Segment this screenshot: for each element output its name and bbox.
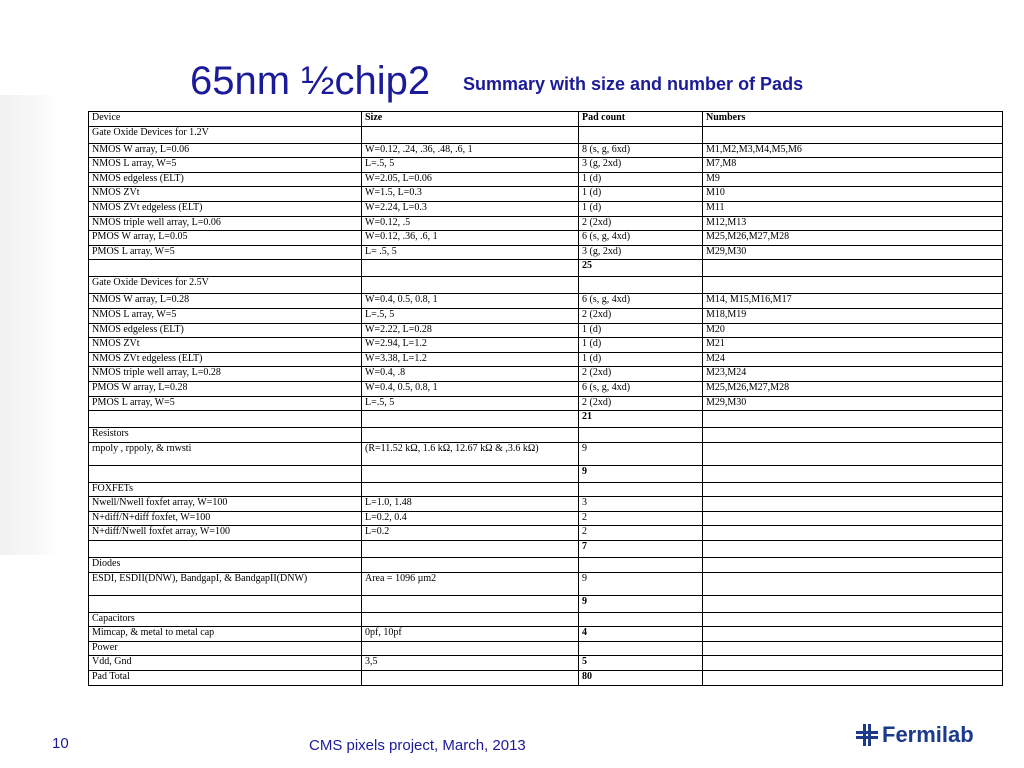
cell-pad-count: 2 (2xd)	[579, 367, 703, 382]
table-row	[89, 627, 1003, 642]
cell-pad-count: 3 (g, 2xd)	[579, 158, 703, 173]
cell-pad-count: 2 (2xd)	[579, 396, 703, 411]
cell-size: L=0.2	[362, 526, 579, 541]
logo-text: Fermilab	[882, 722, 974, 747]
cell-pad-count	[579, 482, 703, 497]
cell-device: NMOS edgeless (ELT)	[89, 172, 362, 187]
cell-device: Diodes	[89, 558, 362, 573]
cell-size: W=2.94, L=1.2	[362, 338, 579, 353]
cell-numbers: M18,M19	[703, 308, 1003, 323]
cell-pad-count: 9	[579, 442, 703, 465]
cell-size	[362, 612, 579, 627]
header-numbers: Numbers	[703, 112, 1003, 127]
cell-numbers: M24	[703, 352, 1003, 367]
cell-numbers: M14, M15,M16,M17	[703, 294, 1003, 309]
cell-pad-count: 2	[579, 526, 703, 541]
cell-numbers	[703, 442, 1003, 465]
header-size: Size	[362, 112, 579, 127]
cell-device: NMOS L array, W=5	[89, 308, 362, 323]
cell-numbers: M29,M30	[703, 396, 1003, 411]
table-row	[89, 671, 1003, 686]
table-row	[89, 411, 1003, 428]
cell-numbers: M11	[703, 201, 1003, 216]
cell-numbers	[703, 428, 1003, 443]
cell-device: Power	[89, 641, 362, 656]
cell-pad-count: 2	[579, 511, 703, 526]
table-row	[89, 511, 1003, 526]
cell-pad-count: 9	[579, 572, 703, 595]
cell-size: L=1.0, 1.48	[362, 497, 579, 512]
cell-size	[362, 558, 579, 573]
cell-device: NMOS ZVt edgeless (ELT)	[89, 201, 362, 216]
table-row	[89, 656, 1003, 671]
cell-size	[362, 428, 579, 443]
cell-numbers	[703, 511, 1003, 526]
cell-device	[89, 541, 362, 558]
cell-size: W=0.4, 0.5, 0.8, 1	[362, 381, 579, 396]
header-device: Device	[89, 112, 362, 127]
cell-device: NMOS triple well array, L=0.28	[89, 367, 362, 382]
background-shade	[0, 95, 60, 555]
cell-size	[362, 595, 579, 612]
cell-numbers	[703, 627, 1003, 642]
cell-numbers: M29,M30	[703, 245, 1003, 260]
cell-numbers: M1,M2,M3,M4,M5,M6	[703, 143, 1003, 158]
cell-numbers	[703, 465, 1003, 482]
header-pad-count: Pad count	[579, 112, 703, 127]
cell-device: Vdd, Gnd	[89, 656, 362, 671]
table-row	[89, 558, 1003, 573]
cell-device: NMOS W array, L=0.06	[89, 143, 362, 158]
cell-device: N+diff/Nwell foxfet array, W=100	[89, 526, 362, 541]
cell-size: L=.5, 5	[362, 308, 579, 323]
cell-numbers: M7,M8	[703, 158, 1003, 173]
cell-size	[362, 541, 579, 558]
cell-numbers	[703, 482, 1003, 497]
cell-device: NMOS ZVt	[89, 187, 362, 202]
cell-device: NMOS W array, L=0.28	[89, 294, 362, 309]
cell-device: Gate Oxide Devices for 1.2V	[89, 126, 362, 143]
cell-pad-count: 21	[579, 411, 703, 428]
cell-size	[362, 671, 579, 686]
table-row	[89, 245, 1003, 260]
cell-numbers	[703, 277, 1003, 294]
cell-size: (R=11.52 kΩ, 1.6 kΩ, 12.67 kΩ & ,3.6 kΩ)	[362, 442, 579, 465]
cell-pad-count: 1 (d)	[579, 352, 703, 367]
table-row	[89, 595, 1003, 612]
cell-device: Capacitors	[89, 612, 362, 627]
cell-size: Area = 1096 µm2	[362, 572, 579, 595]
cell-device: Gate Oxide Devices for 2.5V	[89, 277, 362, 294]
cell-pad-count: 3	[579, 497, 703, 512]
cell-pad-count: 80	[579, 671, 703, 686]
cell-pad-count: 9	[579, 595, 703, 612]
cell-pad-count: 25	[579, 260, 703, 277]
cell-size: L=0.2, 0.4	[362, 511, 579, 526]
cell-pad-count: 6 (s, g, 4xd)	[579, 381, 703, 396]
slide-subtitle: Summary with size and number of Pads	[463, 74, 804, 94]
cell-numbers: M25,M26,M27,M28	[703, 381, 1003, 396]
cell-size	[362, 411, 579, 428]
cell-pad-count	[579, 126, 703, 143]
cell-numbers	[703, 541, 1003, 558]
cell-size	[362, 277, 579, 294]
cell-size: L= .5, 5	[362, 245, 579, 260]
cell-size: W=0.4, 0.5, 0.8, 1	[362, 294, 579, 309]
cell-size: 0pf, 10pf	[362, 627, 579, 642]
slide-title: 65nm ½chip2	[190, 59, 431, 103]
cell-numbers	[703, 641, 1003, 656]
cell-pad-count: 7	[579, 541, 703, 558]
cell-size: W=0.12, .36, .6, 1	[362, 231, 579, 246]
cell-numbers: M20	[703, 323, 1003, 338]
cell-numbers: M12,M13	[703, 216, 1003, 231]
cell-device: NMOS ZVt edgeless (ELT)	[89, 352, 362, 367]
cell-numbers	[703, 260, 1003, 277]
cell-numbers: M21	[703, 338, 1003, 353]
cell-pad-count: 9	[579, 465, 703, 482]
table-row	[89, 277, 1003, 294]
cell-size	[362, 482, 579, 497]
cell-size: W=0.4, .8	[362, 367, 579, 382]
cell-device: ESDI, ESDII(DNW), BandgapI, & BandgapII(DNW)	[89, 572, 362, 595]
cell-size: W=2.22, L=0.28	[362, 323, 579, 338]
cell-numbers	[703, 612, 1003, 627]
cell-pad-count	[579, 612, 703, 627]
cell-pad-count	[579, 428, 703, 443]
cell-size: W=0.12, .24, .36, .48, .6, 1	[362, 143, 579, 158]
table-row	[89, 612, 1003, 627]
cell-device: Nwell/Nwell foxfet array, W=100	[89, 497, 362, 512]
table-row	[89, 367, 1003, 382]
cell-size: L=.5, 5	[362, 158, 579, 173]
table-row	[89, 187, 1003, 202]
cell-device	[89, 465, 362, 482]
cell-size	[362, 260, 579, 277]
cell-device	[89, 595, 362, 612]
table-row	[89, 172, 1003, 187]
cell-size: W=3.38, L=1.2	[362, 352, 579, 367]
cell-pad-count: 4	[579, 627, 703, 642]
footer-text: CMS pixels project, March, 2013	[309, 737, 526, 754]
table-row	[89, 308, 1003, 323]
fermilab-logo-icon	[856, 724, 878, 746]
table-row	[89, 497, 1003, 512]
cell-device: PMOS L array, W=5	[89, 245, 362, 260]
cell-pad-count: 3 (g, 2xd)	[579, 245, 703, 260]
cell-numbers: M25,M26,M27,M28	[703, 231, 1003, 246]
table-row	[89, 260, 1003, 277]
cell-device	[89, 260, 362, 277]
cell-size: W=1.5, L=0.3	[362, 187, 579, 202]
fermilab-logo	[856, 722, 974, 748]
cell-pad-count	[579, 558, 703, 573]
cell-device: NMOS edgeless (ELT)	[89, 323, 362, 338]
cell-device: N+diff/N+diff foxfet, W=100	[89, 511, 362, 526]
cell-size	[362, 126, 579, 143]
cell-size: W=2.05, L=0.06	[362, 172, 579, 187]
cell-size: L=.5, 5	[362, 396, 579, 411]
cell-numbers	[703, 656, 1003, 671]
table-row	[89, 381, 1003, 396]
cell-device: PMOS W array, L=0.28	[89, 381, 362, 396]
cell-device: Mimcap, & metal to metal cap	[89, 627, 362, 642]
cell-device: rnpoly , rppoly, & rnwsti	[89, 442, 362, 465]
pad-summary-table	[88, 111, 1003, 686]
cell-pad-count: 2 (2xd)	[579, 216, 703, 231]
table-row	[89, 338, 1003, 353]
table-row	[89, 352, 1003, 367]
cell-device: Resistors	[89, 428, 362, 443]
cell-pad-count	[579, 641, 703, 656]
cell-pad-count: 1 (d)	[579, 172, 703, 187]
cell-pad-count	[579, 277, 703, 294]
cell-pad-count: 6 (s, g, 4xd)	[579, 231, 703, 246]
cell-device: NMOS triple well array, L=0.06	[89, 216, 362, 231]
page-number: 10	[52, 735, 69, 752]
cell-device: PMOS L array, W=5	[89, 396, 362, 411]
cell-numbers: M10	[703, 187, 1003, 202]
table-row	[89, 396, 1003, 411]
cell-numbers: M23,M24	[703, 367, 1003, 382]
table-row	[89, 572, 1003, 595]
cell-size	[362, 641, 579, 656]
table-row	[89, 428, 1003, 443]
cell-numbers	[703, 126, 1003, 143]
table-row	[89, 641, 1003, 656]
table-row	[89, 541, 1003, 558]
table-row	[89, 526, 1003, 541]
cell-size: W=0.12, .5	[362, 216, 579, 231]
cell-numbers	[703, 595, 1003, 612]
table-header-row	[89, 112, 1003, 127]
table-row	[89, 465, 1003, 482]
cell-numbers	[703, 558, 1003, 573]
cell-size: W=2.24, L=0.3	[362, 201, 579, 216]
cell-numbers: M9	[703, 172, 1003, 187]
cell-numbers	[703, 526, 1003, 541]
table-row	[89, 143, 1003, 158]
cell-pad-count: 8 (s, g, 6xd)	[579, 143, 703, 158]
cell-device: NMOS ZVt	[89, 338, 362, 353]
cell-device: Pad Total	[89, 671, 362, 686]
cell-numbers	[703, 671, 1003, 686]
cell-pad-count: 2 (2xd)	[579, 308, 703, 323]
cell-device: FOXFETs	[89, 482, 362, 497]
cell-numbers	[703, 497, 1003, 512]
table-row	[89, 201, 1003, 216]
table-row	[89, 482, 1003, 497]
cell-pad-count: 5	[579, 656, 703, 671]
cell-numbers	[703, 411, 1003, 428]
table-row	[89, 323, 1003, 338]
table-row	[89, 442, 1003, 465]
cell-size	[362, 465, 579, 482]
cell-pad-count: 6 (s, g, 4xd)	[579, 294, 703, 309]
cell-pad-count: 1 (d)	[579, 338, 703, 353]
cell-device: NMOS L array, W=5	[89, 158, 362, 173]
cell-device: PMOS W array, L=0.05	[89, 231, 362, 246]
table-row	[89, 231, 1003, 246]
table-row	[89, 126, 1003, 143]
table-row	[89, 294, 1003, 309]
cell-pad-count: 1 (d)	[579, 187, 703, 202]
cell-numbers	[703, 572, 1003, 595]
cell-pad-count: 1 (d)	[579, 323, 703, 338]
table-row	[89, 216, 1003, 231]
cell-size: 3,5	[362, 656, 579, 671]
table-row	[89, 158, 1003, 173]
cell-pad-count: 1 (d)	[579, 201, 703, 216]
cell-device	[89, 411, 362, 428]
